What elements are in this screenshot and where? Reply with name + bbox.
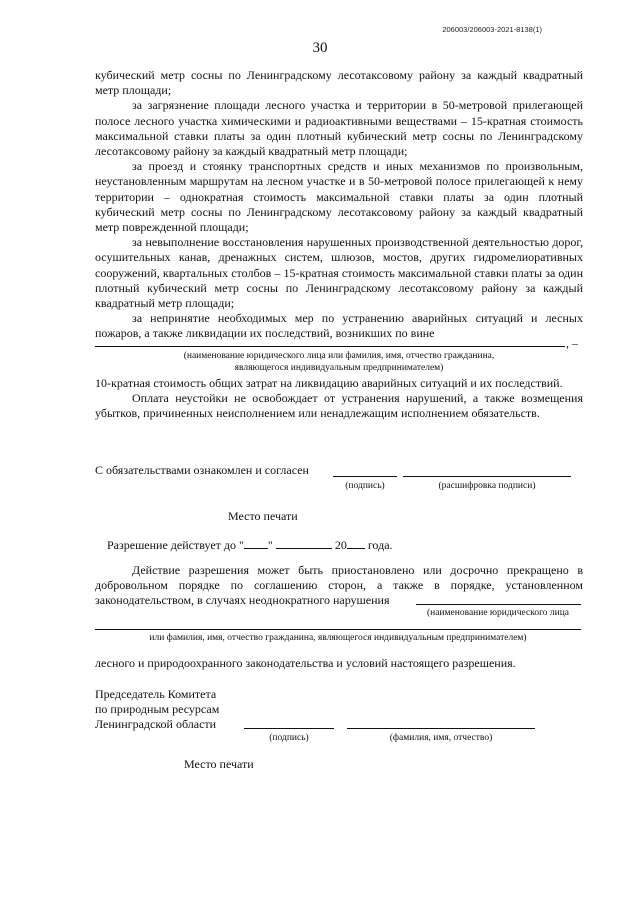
chairman-signature-line — [244, 728, 334, 729]
caption-signature-decode: (расшифровка подписи) — [438, 481, 536, 491]
stamp-place-2: Место печати — [184, 757, 254, 771]
entity-name-line — [95, 346, 565, 347]
costs-block — [95, 376, 583, 422]
paragraph-pollution: за загрязнение площади лесного участка и территории в 50-метровой прилегающей полосе лесного участка химическими и радиоактивными веществами – 15-кратная стоимость максимальной ставки платы за один плотный кубический метр сосны по Ленинградскому лесотаксовому району за каждый квадратный метр площади; — [95, 98, 583, 159]
caption-chairman-signature: (подпись) — [269, 733, 309, 743]
caption-entity-4: или фамилия, имя, отчество гражданина, являющегося индивидуальным предпринимателем) — [149, 633, 527, 643]
caption-entity-3: (наименование юридического лица — [426, 608, 570, 618]
acknowledgement-label: С обязательствами ознакомлен и согласен — [95, 463, 309, 477]
caption-signature: (подпись) — [345, 481, 385, 491]
paragraph-costs: 10-кратная стоимость общих затрат на ликвидацию аварийных ситуаций и их последствий. — [95, 376, 563, 390]
stamp-place-1: Место печати — [228, 509, 298, 523]
document-id: 206003/206003-2021-8138(1) — [442, 25, 542, 34]
validity-year-blank — [347, 537, 365, 549]
validity-line — [107, 537, 393, 553]
caption-chairman-name: (фамилия, имя, отчество) — [389, 733, 493, 743]
signature-line — [333, 476, 397, 477]
chairman-name-line — [347, 728, 535, 729]
validity-prefix: Разрешение действует до " — [107, 538, 244, 552]
validity-month-blank — [276, 537, 332, 549]
penalty-clauses — [95, 68, 583, 342]
signature-decode-line — [403, 476, 571, 477]
paragraph-restoration: за невыполнение восстановления нарушенных производственной деятельностью дорог, осушительных канав, дренажных систем, шлюзов, мостов, других гидромелиоративных сооружений, квартальных столбов – 15-кратная стоимость максимальной ставки платы за один плотный кубический метр сосны по Ленинградскому лесотаксовому району за каждый квадратный метр площади; — [95, 235, 583, 311]
paragraph-legislation: лесного и природоохранного законодательства и условий настоящего разрешения. — [95, 656, 516, 670]
paragraph-emergency: за непринятие необходимых мер по устранению аварийных ситуаций и лесных пожаров, а также ликвидации их последствий, возникших по вине — [95, 311, 583, 341]
paragraph-continuation: кубический метр сосны по Ленинградскому лесотаксовому району за каждый квадратный метр площади; — [95, 68, 583, 98]
paragraph-penalty: Оплата неустойки не освобождает от устранения нарушений, а также возмещения убытков, причиненных неисполнением или ненадлежащим исполнением обязательств. — [95, 391, 583, 421]
signatory-title-1: Председатель Комитета — [95, 687, 217, 701]
entity-line-suffix: , – — [566, 336, 578, 350]
validity-mid: " — [267, 538, 273, 552]
page-number: 30 — [312, 40, 328, 56]
paragraph-vehicles: за проезд и стоянку транспортных средств и иных механизмов по произвольным, неустановленным маршрутам на лесном участке и в 50-метровой полосе прилегающей к нему территории – однократная стоимость максимальной ставки платы за один плотный кубический метр сосны по Ленинградскому лесотаксовому району за каждый квадратный метр поврежденной площади; — [95, 159, 583, 235]
validity-year-prefix: 20 — [334, 538, 347, 552]
violator-line — [416, 604, 581, 605]
paragraph-termination: Действие разрешения может быть приостановлено или досрочно прекращено в добровольном порядке по соглашению сторон, а также в порядке, установленном законодательством, в случаях неоднократного нарушения — [95, 563, 583, 608]
validity-suffix: года. — [367, 538, 393, 552]
caption-entity-2: являющегося индивидуальным предпринимателем) — [234, 363, 444, 373]
validity-day-blank — [244, 537, 268, 549]
signatory-title-2: по природным ресурсам — [95, 702, 220, 716]
caption-entity-1: (наименование юридического лица или фамилия, имя, отчество гражданина, — [183, 351, 495, 361]
signatory-title-3: Ленинградской области — [95, 717, 217, 731]
violator-line-2 — [95, 629, 581, 630]
termination-block — [95, 563, 583, 609]
